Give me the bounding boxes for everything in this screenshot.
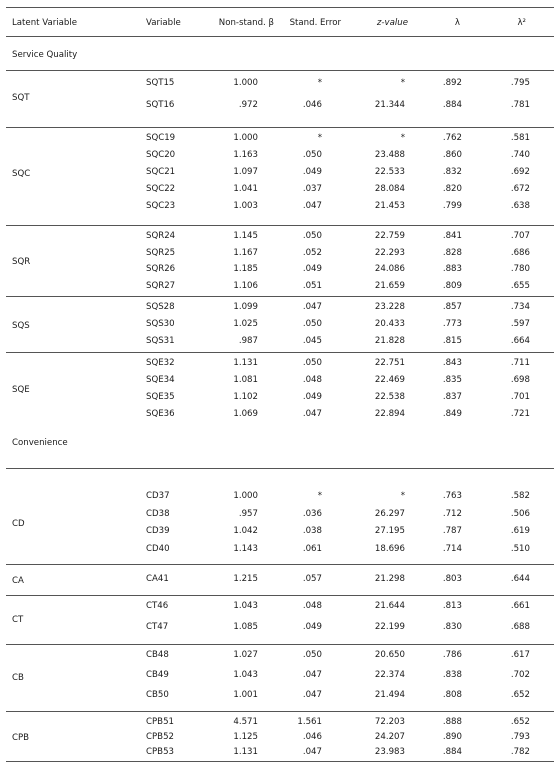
nonstand-beta-cell: 1.000 — [233, 78, 258, 88]
stand-error-cell: 1.561 — [297, 717, 322, 727]
variable-cell: SQS31 — [146, 336, 175, 346]
table-row — [6, 506, 554, 524]
lambda-squared-cell: .780 — [510, 264, 530, 274]
lambda-squared-cell: .692 — [510, 167, 530, 177]
lambda-squared-cell: .702 — [510, 670, 530, 680]
table-row — [6, 687, 554, 707]
z-value-cell: 18.696 — [374, 543, 405, 554]
variable-cell: CT46 — [146, 601, 169, 611]
lambda-cell: .838 — [442, 670, 462, 680]
nonstand-beta-cell: 1.003 — [233, 201, 258, 211]
table-row — [6, 130, 554, 147]
variable-cell: SQC21 — [146, 167, 176, 177]
lambda-squared-cell: .655 — [510, 280, 530, 291]
table-row — [6, 744, 554, 759]
lambda-cell: .763 — [442, 491, 462, 501]
stand-error-cell: .046 — [302, 732, 322, 742]
results-table — [6, 7, 554, 762]
section-heading — [6, 37, 554, 70]
table-row — [6, 647, 554, 667]
header-latent-variable: Latent Variable — [12, 18, 78, 28]
lambda-cell: .799 — [442, 201, 462, 211]
lambda-squared-cell: .740 — [510, 150, 530, 160]
stand-error-cell: .050 — [302, 650, 322, 660]
z-value-cell: 24.086 — [374, 264, 405, 274]
z-value-cell: 22.759 — [374, 231, 405, 241]
variable-cell: CB48 — [146, 650, 169, 660]
variable-cell: CA41 — [146, 574, 169, 584]
stand-error-cell: .047 — [302, 201, 322, 211]
nonstand-beta-cell: 1.185 — [233, 264, 258, 274]
lambda-cell: .888 — [442, 717, 462, 727]
lambda-squared-cell: .652 — [510, 690, 530, 700]
variable-cell: SQE35 — [146, 392, 175, 402]
z-value-cell: 23.983 — [374, 747, 405, 757]
nonstand-beta-cell: 1.097 — [233, 167, 258, 177]
variable-cell: CB49 — [146, 670, 169, 680]
lambda-squared-cell: .721 — [510, 409, 530, 419]
z-value-cell: 28.084 — [374, 184, 405, 194]
variable-cell: SQS28 — [146, 302, 175, 312]
nonstand-beta-cell: .972 — [238, 100, 258, 110]
variable-cell: SQS30 — [146, 319, 175, 329]
lambda-squared-cell: .707 — [510, 231, 530, 241]
variable-cell: SQR26 — [146, 264, 176, 274]
z-value-cell: 21.644 — [374, 601, 405, 611]
table-row — [6, 729, 554, 744]
stand-error-cell: .037 — [302, 184, 322, 194]
nonstand-beta-cell: 1.125 — [233, 732, 258, 742]
table-row — [6, 541, 554, 559]
nonstand-beta-cell: 1.025 — [233, 319, 258, 329]
table-row — [6, 316, 554, 333]
lambda-squared-cell: .638 — [510, 201, 530, 211]
variable-cell: SQC20 — [146, 150, 176, 160]
latent-group-sqr — [6, 225, 554, 296]
stand-error-cell: * — [317, 491, 322, 501]
latent-variable-label: SQS — [12, 320, 30, 331]
stand-error-cell: .050 — [302, 231, 322, 241]
nonstand-beta-cell: 1.102 — [233, 392, 258, 402]
variable-cell: CD37 — [146, 491, 170, 501]
variable-cell: SQE34 — [146, 375, 175, 385]
z-value-cell: 22.374 — [374, 670, 405, 680]
lambda-cell: .787 — [442, 526, 462, 536]
variable-cell: CPB53 — [146, 747, 175, 757]
nonstand-beta-cell: 1.131 — [233, 358, 258, 368]
stand-error-cell: .052 — [302, 247, 322, 258]
variable-cell: CPB52 — [146, 732, 175, 742]
z-value-cell: 24.207 — [374, 732, 405, 742]
table-row — [6, 355, 554, 372]
lambda-cell: .832 — [442, 167, 462, 177]
lambda-squared-cell: .664 — [510, 336, 530, 346]
lambda-cell: .843 — [442, 358, 462, 368]
lambda-squared-cell: .781 — [510, 100, 530, 110]
latent-group-cpb — [6, 711, 554, 762]
z-value-cell: 22.538 — [374, 392, 405, 402]
lambda-squared-cell: .617 — [510, 650, 530, 660]
lambda-cell: .884 — [442, 100, 462, 110]
lambda-cell: .820 — [442, 184, 462, 194]
variable-cell: CD38 — [146, 508, 170, 519]
nonstand-beta-cell: 1.085 — [233, 622, 258, 632]
lambda-squared-cell: .698 — [510, 375, 530, 385]
lambda-cell: .837 — [442, 392, 462, 402]
table-row — [6, 164, 554, 181]
table-row — [6, 523, 554, 541]
z-value-cell: 20.433 — [374, 319, 405, 329]
z-value-cell: * — [400, 133, 405, 143]
table-row — [6, 278, 554, 295]
header-lambda-squared: λ² — [517, 18, 526, 28]
z-value-cell: 27.195 — [374, 526, 405, 536]
table-row — [6, 147, 554, 164]
nonstand-beta-cell: 1.069 — [233, 409, 258, 419]
latent-variable-label: CPB — [12, 732, 30, 743]
stand-error-cell: * — [317, 78, 322, 88]
latent-variable-label: CA — [12, 576, 24, 586]
z-value-cell: 23.228 — [374, 302, 405, 312]
section-heading — [6, 425, 554, 468]
lambda-cell: .786 — [442, 650, 462, 660]
stand-error-cell: .050 — [302, 150, 322, 160]
latent-group-cb — [6, 644, 554, 711]
stand-error-cell: .048 — [302, 375, 322, 385]
nonstand-beta-cell: .987 — [238, 336, 258, 346]
latent-variable-label: SQC — [12, 168, 31, 179]
z-value-cell: 22.199 — [374, 622, 405, 632]
nonstand-beta-cell: 1.163 — [233, 150, 258, 160]
lambda-cell: .857 — [442, 302, 462, 312]
lambda-squared-cell: .506 — [510, 508, 530, 519]
lambda-cell: .849 — [442, 409, 462, 419]
lambda-cell: .809 — [442, 280, 462, 291]
variable-cell: SQR27 — [146, 280, 176, 291]
nonstand-beta-cell: 4.571 — [233, 717, 258, 727]
lambda-cell: .828 — [442, 247, 462, 258]
section-title: Convenience — [12, 438, 68, 448]
z-value-cell: * — [400, 491, 405, 501]
variable-cell: CD39 — [146, 526, 170, 536]
lambda-squared-cell: .510 — [510, 543, 530, 554]
lambda-cell: .714 — [442, 543, 462, 554]
stand-error-cell: .048 — [302, 601, 322, 611]
stand-error-cell: .047 — [302, 670, 322, 680]
variable-cell: CT47 — [146, 622, 169, 632]
z-value-cell: 23.488 — [374, 150, 405, 160]
header-lambda: λ — [454, 18, 460, 28]
lambda-cell: .892 — [442, 78, 462, 88]
lambda-cell: .835 — [442, 375, 462, 385]
nonstand-beta-cell: 1.106 — [233, 280, 258, 291]
lambda-squared-cell: .652 — [510, 717, 530, 727]
lambda-squared-cell: .597 — [510, 319, 530, 329]
table-row — [6, 333, 554, 350]
z-value-cell: 20.650 — [374, 650, 405, 660]
z-value-cell: 72.203 — [374, 717, 405, 727]
variable-cell: CD40 — [146, 543, 170, 554]
lambda-cell: .860 — [442, 150, 462, 160]
latent-group-sqt — [6, 70, 554, 127]
lambda-squared-cell: .734 — [510, 302, 530, 312]
table-row — [6, 181, 554, 198]
z-value-cell: 22.469 — [374, 375, 405, 385]
stand-error-cell: .049 — [302, 167, 322, 177]
nonstand-beta-cell: 1.027 — [233, 650, 258, 660]
latent-variable-label: SQT — [12, 93, 30, 103]
table-row — [6, 598, 554, 619]
z-value-cell: 22.293 — [374, 247, 405, 258]
table-row — [6, 667, 554, 687]
nonstand-beta-cell: 1.042 — [233, 526, 258, 536]
nonstand-beta-cell: 1.001 — [233, 690, 258, 700]
nonstand-beta-cell: 1.145 — [233, 231, 258, 241]
table-row — [6, 389, 554, 406]
latent-group-sqs — [6, 296, 554, 352]
variable-cell: CPB51 — [146, 717, 175, 727]
lambda-squared-cell: .782 — [510, 747, 530, 757]
nonstand-beta-cell: 1.043 — [233, 670, 258, 680]
latent-variable-label: CT — [12, 615, 24, 625]
z-value-cell: 22.533 — [374, 167, 405, 177]
nonstand-beta-cell: 1.000 — [233, 133, 258, 143]
lambda-cell: .815 — [442, 336, 462, 346]
lambda-squared-cell: .619 — [510, 526, 530, 536]
table-row — [6, 228, 554, 245]
header-nonstand-beta: Non-stand. β — [218, 18, 274, 28]
stand-error-cell: .050 — [302, 358, 322, 368]
lambda-squared-cell: .582 — [510, 491, 530, 501]
z-value-cell: 22.894 — [374, 409, 405, 419]
z-value-cell: 21.494 — [374, 690, 405, 700]
nonstand-beta-cell: 1.215 — [233, 574, 258, 584]
nonstand-beta-cell: 1.143 — [233, 543, 258, 554]
latent-group-cd — [6, 468, 554, 564]
variable-cell: SQC23 — [146, 201, 176, 211]
table-row — [6, 75, 554, 97]
latent-variable-label: SQR — [12, 257, 31, 267]
stand-error-cell: .050 — [302, 319, 322, 329]
lambda-squared-cell: .644 — [510, 574, 530, 584]
stand-error-cell: .057 — [302, 574, 322, 584]
lambda-cell: .884 — [442, 747, 462, 757]
stand-error-cell: .047 — [302, 747, 322, 757]
lambda-cell: .830 — [442, 622, 462, 632]
table-row — [6, 198, 554, 215]
lambda-cell: .883 — [442, 264, 462, 274]
lambda-cell: .813 — [442, 601, 462, 611]
nonstand-beta-cell: .957 — [238, 508, 258, 519]
nonstand-beta-cell: 1.167 — [233, 247, 258, 258]
z-value-cell: 22.751 — [374, 358, 405, 368]
header-stand-error: Stand. Error — [289, 18, 341, 28]
lambda-cell: .808 — [442, 690, 462, 700]
stand-error-cell: .061 — [302, 543, 322, 554]
table-row — [6, 571, 554, 589]
variable-cell: SQE32 — [146, 358, 175, 368]
latent-group-sqe — [6, 352, 554, 425]
z-value-cell: 21.453 — [374, 201, 405, 211]
table-row — [6, 488, 554, 506]
latent-variable-label: SQE — [12, 385, 30, 395]
latent-group-ct — [6, 595, 554, 644]
lambda-squared-cell: .672 — [510, 184, 530, 194]
table-header — [6, 7, 554, 37]
lambda-squared-cell: .581 — [510, 133, 530, 143]
stand-error-cell: .049 — [302, 622, 322, 632]
variable-cell: SQE36 — [146, 409, 175, 419]
lambda-cell: .712 — [442, 508, 462, 519]
lambda-cell: .803 — [442, 574, 462, 584]
z-value-cell: 26.297 — [374, 508, 405, 519]
z-value-cell: 21.298 — [374, 574, 405, 584]
nonstand-beta-cell: 1.131 — [233, 747, 258, 757]
stand-error-cell: .038 — [302, 526, 322, 536]
variable-cell: SQT15 — [146, 78, 175, 88]
lambda-squared-cell: .711 — [510, 358, 530, 368]
lambda-squared-cell: .701 — [510, 392, 530, 402]
stand-error-cell: .051 — [302, 280, 322, 291]
lambda-cell: .890 — [442, 732, 462, 742]
table-row — [6, 97, 554, 119]
lambda-cell: .841 — [442, 231, 462, 241]
stand-error-cell: .047 — [302, 302, 322, 312]
header-z-value: z-value — [376, 18, 408, 28]
nonstand-beta-cell: 1.000 — [233, 491, 258, 501]
nonstand-beta-cell: 1.099 — [233, 302, 258, 312]
header-variable: Variable — [146, 18, 181, 28]
stand-error-cell: .046 — [302, 100, 322, 110]
table-row — [6, 299, 554, 316]
nonstand-beta-cell: 1.041 — [233, 184, 258, 194]
section-title: Service Quality — [12, 50, 78, 60]
table-row — [6, 372, 554, 389]
nonstand-beta-cell: 1.043 — [233, 601, 258, 611]
variable-cell: SQR24 — [146, 231, 176, 241]
stand-error-cell: * — [317, 133, 322, 143]
table-body — [6, 37, 554, 762]
stand-error-cell: .047 — [302, 690, 322, 700]
stand-error-cell: .036 — [302, 508, 322, 519]
stand-error-cell: .049 — [302, 264, 322, 274]
variable-cell: SQR25 — [146, 247, 176, 258]
latent-group-sqc — [6, 127, 554, 225]
nonstand-beta-cell: 1.081 — [233, 375, 258, 385]
table-row — [6, 261, 554, 278]
lambda-squared-cell: .795 — [510, 78, 530, 88]
latent-group-ca — [6, 564, 554, 595]
z-value-cell: 21.659 — [374, 280, 405, 291]
z-value-cell: 21.344 — [374, 100, 405, 110]
z-value-cell: 21.828 — [374, 336, 405, 346]
variable-cell: CB50 — [146, 690, 169, 700]
lambda-cell: .773 — [442, 319, 462, 329]
lambda-squared-cell: .661 — [510, 601, 530, 611]
table-row — [6, 245, 554, 262]
variable-cell: SQT16 — [146, 100, 175, 110]
stand-error-cell: .047 — [302, 409, 322, 419]
stand-error-cell: .045 — [302, 336, 322, 346]
stand-error-cell: .049 — [302, 392, 322, 402]
lambda-squared-cell: .688 — [510, 622, 530, 632]
variable-cell: SQC19 — [146, 133, 176, 143]
lambda-squared-cell: .686 — [510, 247, 530, 258]
lambda-cell: .762 — [442, 133, 462, 143]
variable-cell: SQC22 — [146, 184, 176, 194]
latent-variable-label: CD — [12, 519, 25, 529]
table-row — [6, 406, 554, 423]
z-value-cell: * — [400, 78, 405, 88]
lambda-squared-cell: .793 — [510, 732, 530, 742]
table-row — [6, 619, 554, 640]
latent-variable-label: CB — [12, 673, 24, 683]
